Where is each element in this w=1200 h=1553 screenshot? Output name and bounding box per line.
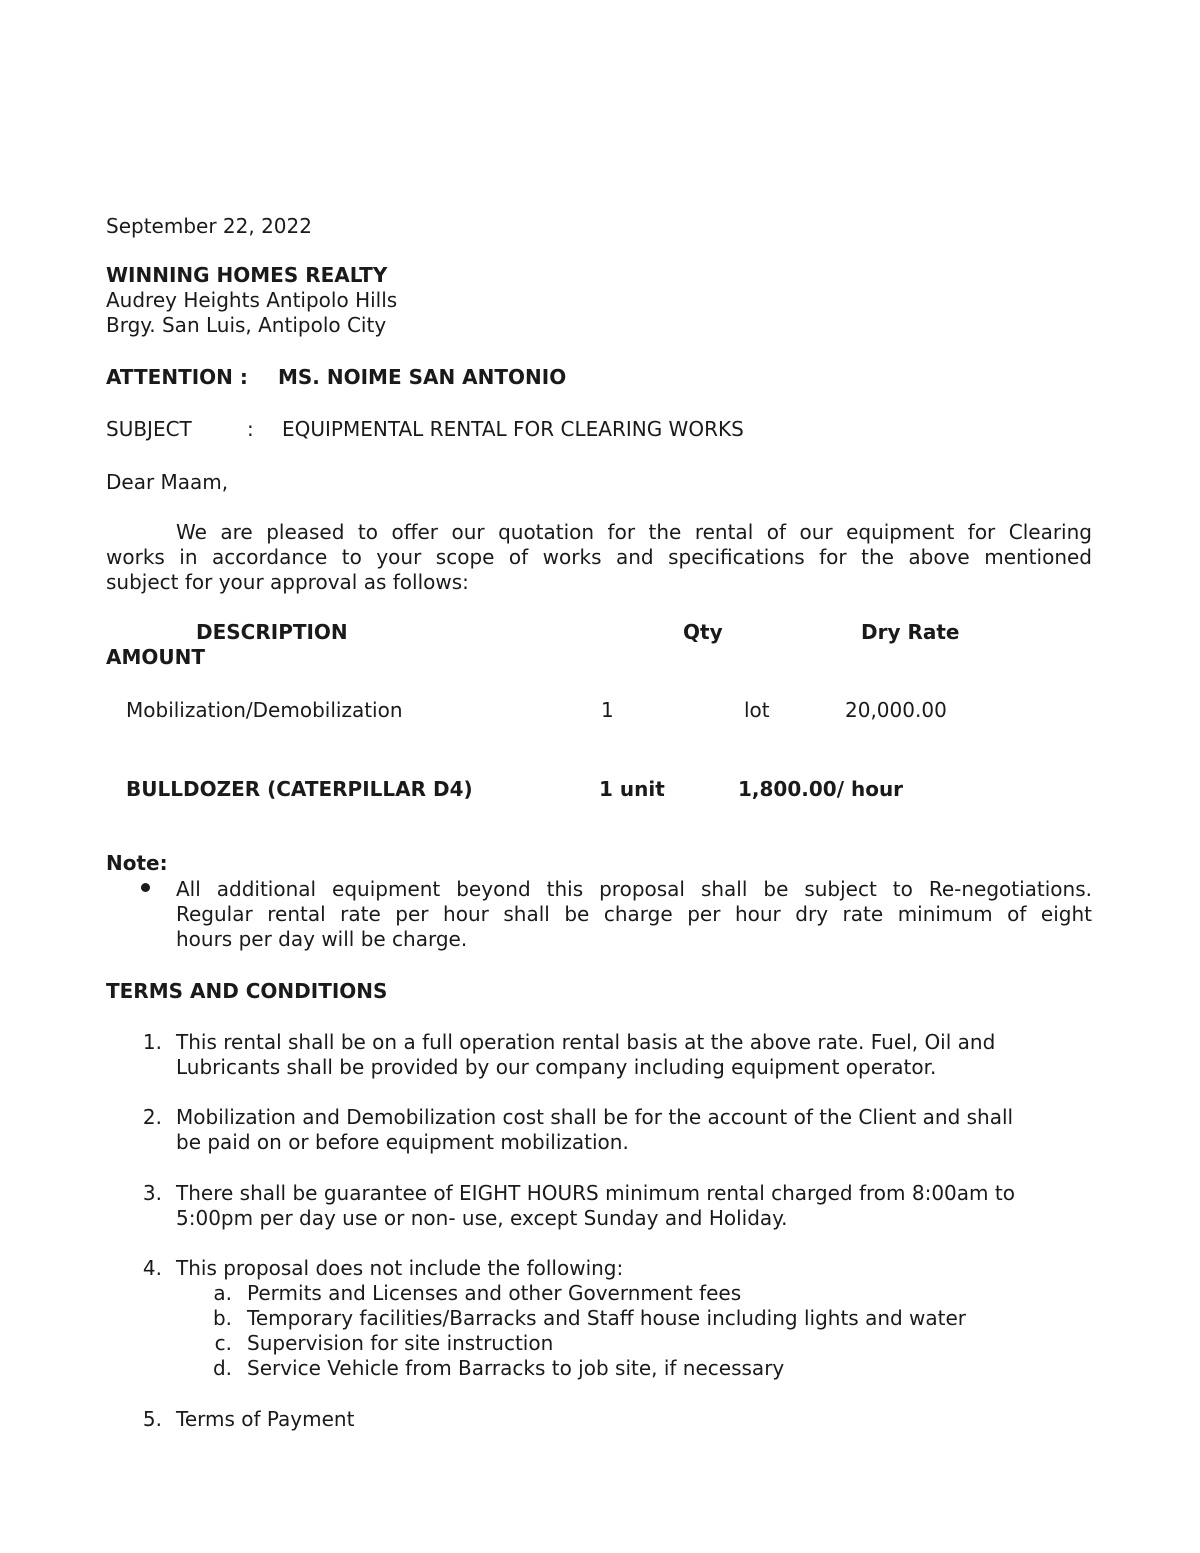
subitem-b-text: Temporary facilities/Barracks and Staff house including lights and water (247, 1306, 967, 1330)
bullet-icon (141, 883, 150, 892)
term-5-number: 5. (142, 1407, 162, 1431)
term-1-line-2: Lubricants shall be provided by our company including equipment operator. (176, 1055, 937, 1079)
note-heading: Note: (106, 851, 168, 875)
subject-label: SUBJECT (106, 417, 192, 441)
row-2-rate: 1,800.00/ hour (738, 777, 904, 801)
term-1-line-1: This rental shall be on a full operation rental basis at the above rate. Fuel, Oil and (176, 1030, 996, 1054)
row-1-description: Mobilization/Demobilization (126, 698, 403, 722)
subject-value: EQUIPMENTAL RENTAL FOR CLEARING WORKS (282, 417, 744, 441)
header-qty: Qty (683, 620, 723, 644)
term-1-number: 1. (142, 1030, 162, 1054)
row-2-description: BULLDOZER (CATERPILLAR D4) (126, 777, 473, 801)
note-line-3: hours per day will be charge. (176, 927, 468, 951)
row-1-rate: 20,000.00 (845, 698, 947, 722)
intro-line-3: subject for your approval as follows: (106, 570, 469, 594)
term-2-number: 2. (142, 1105, 162, 1129)
term-2-line-2: be paid on or before equipment mobilization. (176, 1130, 629, 1154)
subject-colon: : (247, 417, 254, 441)
recipient-address-line2: Brgy. San Luis, Antipolo City (106, 313, 387, 337)
attention-value: MS. NOIME SAN ANTONIO (278, 365, 567, 389)
recipient-company: WINNING HOMES REALTY (106, 263, 388, 287)
term-2-line-1: Mobilization and Demobilization cost shall be for the account of the Client and shall (176, 1105, 1014, 1129)
salutation: Dear Maam, (106, 470, 229, 494)
term-3-line-1: There shall be guarantee of EIGHT HOURS minimum rental charged from 8:00am to (176, 1181, 1015, 1205)
attention-label: ATTENTION : (106, 365, 248, 389)
row-1-unit: lot (744, 698, 770, 722)
row-2-qty: 1 unit (599, 777, 665, 801)
letter-date: September 22, 2022 (106, 214, 312, 238)
header-amount: AMOUNT (106, 645, 206, 669)
note-line-1: All additional equipment beyond this proposal shall be subject to Re-negotiations. (176, 877, 1092, 901)
subitem-d-text: Service Vehicle from Barracks to job site, if necessary (247, 1356, 785, 1380)
header-dry-rate: Dry Rate (861, 620, 960, 644)
term-3-line-2: 5:00pm per day use or non- use, except Sunday and Holiday. (176, 1206, 788, 1230)
term-3-number: 3. (142, 1181, 162, 1205)
subitem-a-text: Permits and Licenses and other Government fees (247, 1281, 742, 1305)
term-4-line-1: This proposal does not include the following: (176, 1256, 624, 1280)
term-5-line-1: Terms of Payment (176, 1407, 355, 1431)
row-1-qty: 1 (601, 698, 614, 722)
term-4-number: 4. (142, 1256, 162, 1280)
header-description: DESCRIPTION (196, 620, 348, 644)
subitem-b-letter: b. (212, 1306, 232, 1330)
subitem-c-text: Supervision for site instruction (247, 1331, 554, 1355)
intro-line-1: We are pleased to offer our quotation for the rental of our equipment for Clearing (176, 520, 1092, 544)
note-line-2: Regular rental rate per hour shall be charge per hour dry rate minimum of eight (176, 902, 1092, 926)
subitem-a-letter: a. (213, 1281, 232, 1305)
subitem-d-letter: d. (212, 1356, 232, 1380)
terms-heading: TERMS AND CONDITIONS (106, 979, 388, 1003)
subitem-c-letter: c. (214, 1331, 232, 1355)
intro-line-2: works in accordance to your scope of works and specifications for the above mentioned (106, 545, 1092, 569)
recipient-address-line1: Audrey Heights Antipolo Hills (106, 288, 398, 312)
